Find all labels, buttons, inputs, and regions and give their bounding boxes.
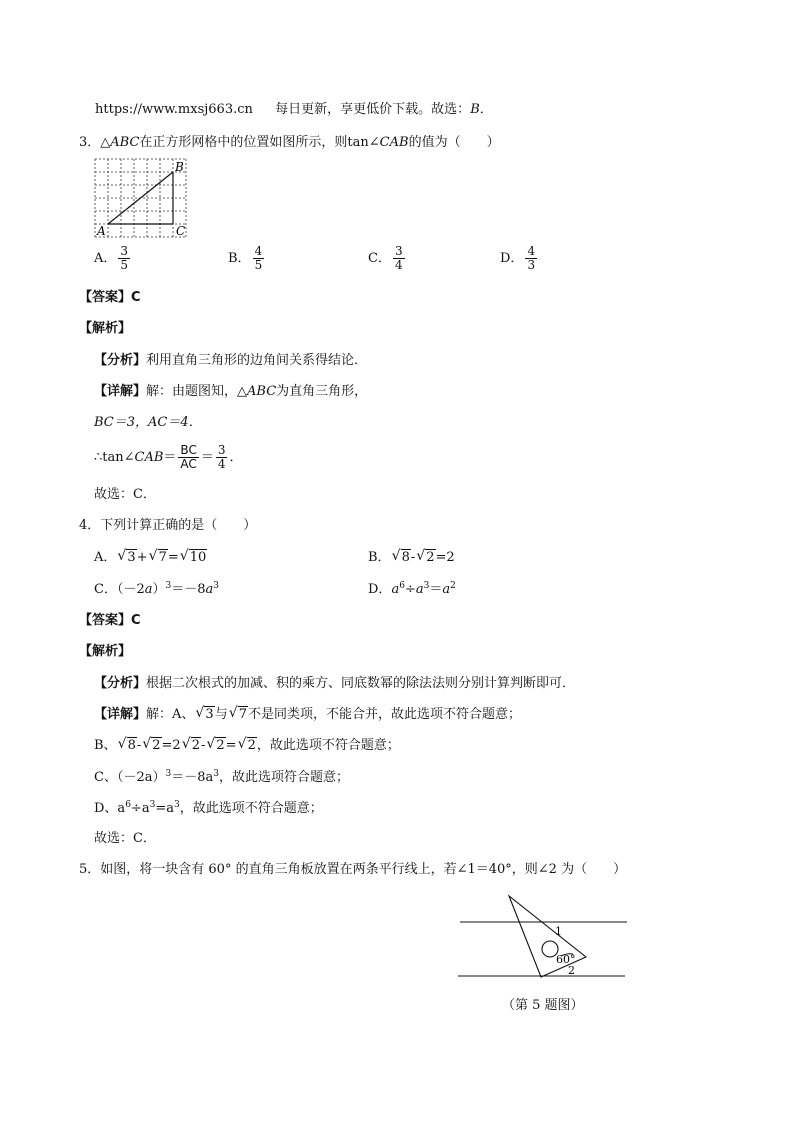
q3-option-c: C． $\frac{3}{4}$ bbox=[368, 244, 403, 273]
label-a: A bbox=[97, 224, 106, 238]
header-line: https://www.mxsj663.cn 每日更新，享更低价下载。故选：B． bbox=[95, 102, 493, 117]
label-c: C bbox=[176, 224, 186, 238]
q4-option-c: C．$(-2a)^3=-8a^3$ bbox=[94, 581, 220, 597]
q3-conclusion: 故选：C． bbox=[94, 487, 156, 502]
q5-caption: （第 5 题图） bbox=[502, 998, 584, 1013]
q4-option-a: A．√ 3+√ 7=√ 10 bbox=[94, 551, 207, 564]
q4-detail-2: B、√ 8-√ 2=2√ 2-√ 2=√ 2，故此选项不符合题意； bbox=[94, 739, 400, 752]
q3-option-a: A． $\frac{3}{5}$ bbox=[94, 244, 129, 273]
q3-detail-3: ∴tan∠CAB＝ $\frac{BC}{AC}$ ＝ $\frac{3}{4}$ ． bbox=[94, 443, 243, 472]
header-answer: B bbox=[470, 102, 480, 117]
q5-figure bbox=[455, 893, 630, 985]
header-slogan: 每日更新，享更低价下载。故选： bbox=[275, 102, 471, 117]
label-b: B bbox=[175, 160, 184, 174]
angle-2-label: 2 bbox=[568, 964, 575, 977]
q3-grid-figure bbox=[94, 157, 190, 239]
q4-fenxi: 【分析】根据二次根式的加减、积的乘方、同底数幂的除法法则分别计算判断即可． bbox=[94, 676, 576, 691]
q5-stem: 5．如图，将一块含有 60° 的直角三角板放置在两条平行线上，若∠1＝40°，则∠2 为（ ） bbox=[79, 862, 627, 877]
q3-stem: 3．△ABC在正方形网格中的位置如图所示，则tan∠CAB的值为（ ） bbox=[79, 135, 500, 150]
q3-option-b: B． $\frac{4}{5}$ bbox=[228, 244, 263, 273]
angle-60-label: 60° bbox=[556, 953, 576, 966]
q3-fenxi: 【分析】利用直角三角形的边角间关系得结论． bbox=[94, 353, 368, 368]
q3-analysis-heading: 【解析】 bbox=[79, 321, 132, 336]
q4-detail-4: D、$a^6\div a^3=a^3$，故此选项不符合题意； bbox=[94, 800, 323, 816]
source-url: https://www.mxsj663.cn bbox=[95, 102, 253, 117]
q4-detail-1: 【详解】解：A、√ 3与√ 7不是同类项，不能合并，故此选项不符合题意； bbox=[94, 708, 521, 721]
q4-answer: 【答案】C bbox=[79, 613, 141, 628]
q4-detail-3: C、$(-2a)^3=-8a^3$，故此选项符合题意； bbox=[94, 769, 349, 785]
q4-analysis-heading: 【解析】 bbox=[79, 644, 132, 659]
q3-detail-2: BC＝3，AC＝4． bbox=[94, 415, 202, 430]
q4-option-d: D．$a^6\div a^3=a^2$ bbox=[368, 581, 456, 597]
q4-conclusion: 故选：C． bbox=[94, 831, 156, 846]
q4-stem: 4．下列计算正确的是（ ） bbox=[79, 518, 257, 533]
angle-1-label: 1 bbox=[555, 925, 562, 938]
q3-option-d: D． $\frac{4}{3}$ bbox=[500, 244, 536, 273]
q3-detail-1: 【详解】解：由题图知，△ABC为直角三角形， bbox=[94, 384, 368, 399]
q4-option-b: B．√ 8-√ 2=2 bbox=[368, 551, 455, 564]
q3-answer: 【答案】C bbox=[79, 290, 141, 305]
